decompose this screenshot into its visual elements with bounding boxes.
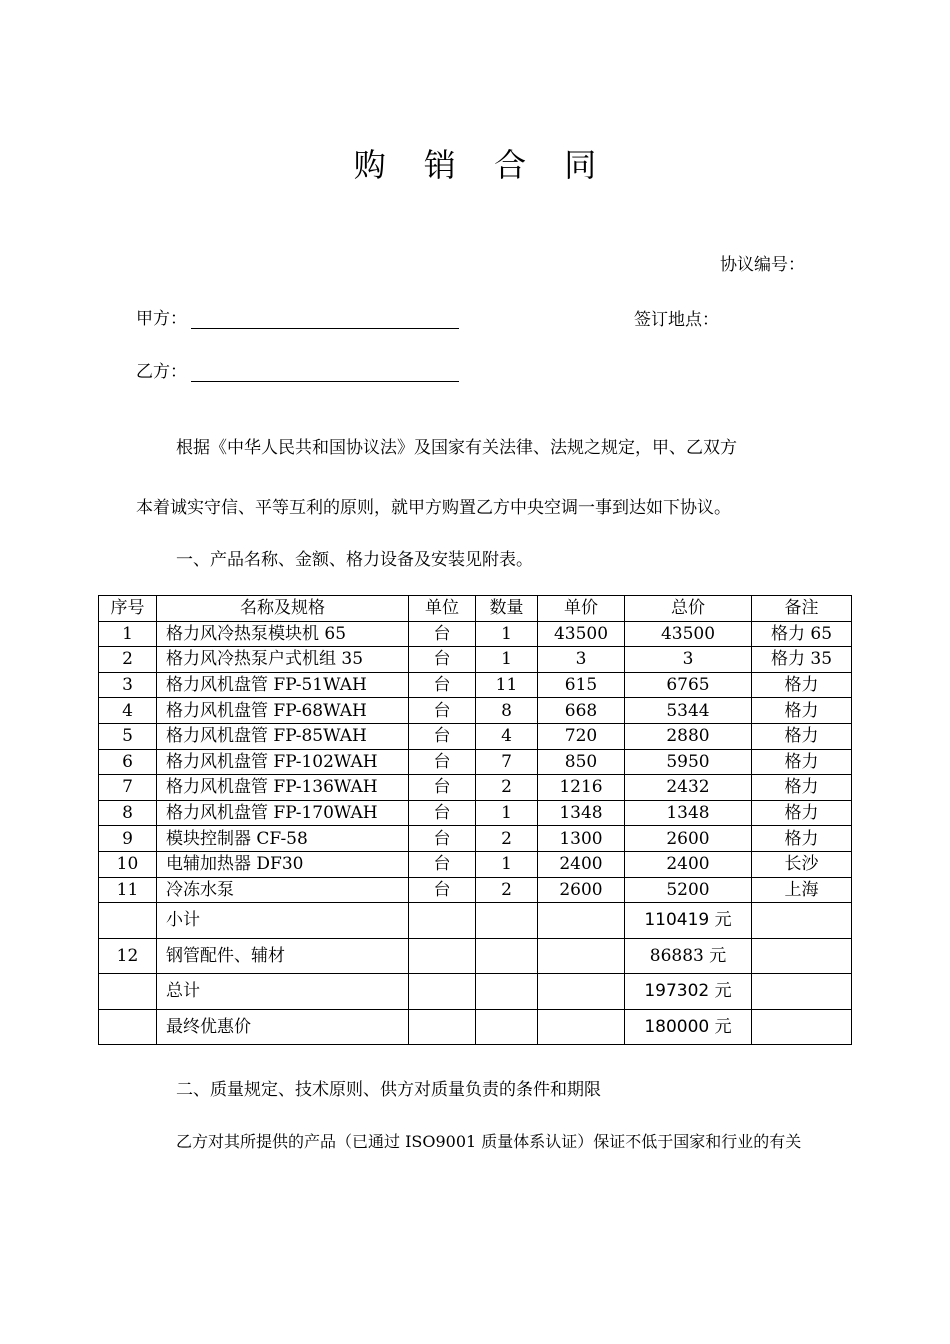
row-price: 1348: [538, 800, 625, 826]
row-qty: 2: [476, 826, 538, 852]
party-a-line: [136, 304, 459, 329]
grand-total-row: [99, 974, 852, 1010]
table-row: [99, 647, 852, 673]
row-price: 1216: [538, 775, 625, 801]
grand-total-label: 总计: [157, 974, 409, 1010]
row-remark: 格力 65: [752, 621, 852, 647]
items-table: [98, 595, 852, 1045]
row-unit: 台: [409, 621, 476, 647]
row-no: 6: [99, 749, 157, 775]
row-qty: 4: [476, 723, 538, 749]
table-row: [99, 621, 852, 647]
row-name: 格力风机盘管 FP-85WAH: [157, 723, 409, 749]
row-qty: 8: [476, 698, 538, 724]
row-total: 2432: [625, 775, 752, 801]
row-remark: 格力: [752, 826, 852, 852]
table-row: [99, 800, 852, 826]
section-2-text: 乙方对其所提供的产品（已通过 ISO9001 质量体系认证）保证不低于国家和行业的有关: [176, 1132, 802, 1151]
row-remark: 长沙: [752, 851, 852, 877]
row-total: 3: [625, 647, 752, 673]
accessories-no: 12: [99, 938, 157, 974]
header-unit: 单位: [409, 596, 476, 622]
party-a-blank[interactable]: [191, 308, 459, 329]
final-price-label: 最终优惠价: [157, 1009, 409, 1045]
row-no: 7: [99, 775, 157, 801]
row-total: 2600: [625, 826, 752, 852]
row-name: 格力风机盘管 FP-102WAH: [157, 749, 409, 775]
table-row: [99, 877, 852, 903]
row-unit: 台: [409, 775, 476, 801]
row-name: 冷冻水泵: [157, 877, 409, 903]
row-no: 4: [99, 698, 157, 724]
row-name: 格力风机盘管 FP-68WAH: [157, 698, 409, 724]
row-price: 668: [538, 698, 625, 724]
subtotal-value: 110419 元: [625, 903, 752, 939]
row-price: 2600: [538, 877, 625, 903]
accessories-row: [99, 938, 852, 974]
header-name: 名称及规格: [157, 596, 409, 622]
header-price: 单价: [538, 596, 625, 622]
row-name: 模块控制器 CF-58: [157, 826, 409, 852]
row-remark: 格力: [752, 698, 852, 724]
table-row: [99, 851, 852, 877]
subtotal-row: [99, 903, 852, 939]
row-unit: 台: [409, 877, 476, 903]
row-name: 格力风冷热泵户式机组 35: [157, 647, 409, 673]
agreement-no-label: 协议编号：: [720, 255, 805, 275]
header-remark: 备注: [752, 596, 852, 622]
table-row: [99, 826, 852, 852]
header-qty: 数量: [476, 596, 538, 622]
row-unit: 台: [409, 723, 476, 749]
row-no: 9: [99, 826, 157, 852]
row-price: 43500: [538, 621, 625, 647]
row-unit: 台: [409, 647, 476, 673]
row-total: 1348: [625, 800, 752, 826]
accessories-label: 钢管配件、辅材: [157, 938, 409, 974]
row-remark: 格力: [752, 775, 852, 801]
page-title: 购 销 合 同: [353, 146, 611, 184]
row-no: 3: [99, 672, 157, 698]
table-row: [99, 723, 852, 749]
row-unit: 台: [409, 800, 476, 826]
row-qty: 1: [476, 647, 538, 673]
row-name: 格力风机盘管 FP-136WAH: [157, 775, 409, 801]
row-unit: 台: [409, 672, 476, 698]
row-total: 2880: [625, 723, 752, 749]
row-qty: 1: [476, 851, 538, 877]
header-no: 序号: [99, 596, 157, 622]
party-b-blank[interactable]: [191, 361, 459, 382]
row-no: 11: [99, 877, 157, 903]
row-total: 2400: [625, 851, 752, 877]
row-unit: 台: [409, 698, 476, 724]
row-remark: 格力 35: [752, 647, 852, 673]
row-unit: 台: [409, 851, 476, 877]
intro-line-1: 根据《中华人民共和国协议法》及国家有关法律、法规之规定，甲、乙双方: [176, 438, 737, 458]
row-remark: 格力: [752, 723, 852, 749]
row-total: 43500: [625, 621, 752, 647]
table-row: [99, 775, 852, 801]
row-unit: 台: [409, 749, 476, 775]
table-row: [99, 672, 852, 698]
row-price: 615: [538, 672, 625, 698]
row-qty: 2: [476, 877, 538, 903]
row-total: 5344: [625, 698, 752, 724]
table-row: [99, 698, 852, 724]
row-no: 8: [99, 800, 157, 826]
row-price: 2400: [538, 851, 625, 877]
row-no: 5: [99, 723, 157, 749]
row-remark: 格力: [752, 672, 852, 698]
row-no: 1: [99, 621, 157, 647]
row-total: 5950: [625, 749, 752, 775]
row-name: 格力风冷热泵模块机 65: [157, 621, 409, 647]
row-qty: 7: [476, 749, 538, 775]
accessories-value: 86883 元: [625, 938, 752, 974]
row-remark: 格力: [752, 749, 852, 775]
row-total: 6765: [625, 672, 752, 698]
row-name: 电辅加热器 DF30: [157, 851, 409, 877]
row-price: 720: [538, 723, 625, 749]
table-row: [99, 749, 852, 775]
row-total: 5200: [625, 877, 752, 903]
party-b-line: [136, 357, 459, 382]
row-qty: 1: [476, 621, 538, 647]
table-header-row: [99, 596, 852, 622]
party-a-label: 甲方：: [136, 309, 187, 329]
row-remark: 上海: [752, 877, 852, 903]
header-total: 总价: [625, 596, 752, 622]
final-price-value: 180000 元: [625, 1009, 752, 1045]
row-remark: 格力: [752, 800, 852, 826]
section-1-heading: 一、产品名称、金额、格力设备及安装见附表。: [176, 550, 533, 570]
intro-line-2: 本着诚实守信、平等互利的原则，就甲方购置乙方中央空调一事到达如下协议。: [136, 498, 731, 518]
row-unit: 台: [409, 826, 476, 852]
row-qty: 2: [476, 775, 538, 801]
row-price: 3: [538, 647, 625, 673]
grand-total-value: 197302 元: [625, 974, 752, 1010]
row-name: 格力风机盘管 FP-51WAH: [157, 672, 409, 698]
final-price-row: [99, 1009, 852, 1045]
row-no: 2: [99, 647, 157, 673]
subtotal-label: 小计: [157, 903, 409, 939]
row-price: 1300: [538, 826, 625, 852]
section-2-heading: 二、质量规定、技术原则、供方对质量负责的条件和期限: [176, 1080, 601, 1100]
row-price: 850: [538, 749, 625, 775]
row-no: 10: [99, 851, 157, 877]
sign-place-label: 签订地点：: [634, 310, 719, 330]
row-qty: 1: [476, 800, 538, 826]
row-name: 格力风机盘管 FP-170WAH: [157, 800, 409, 826]
row-qty: 11: [476, 672, 538, 698]
party-b-label: 乙方：: [136, 362, 187, 382]
